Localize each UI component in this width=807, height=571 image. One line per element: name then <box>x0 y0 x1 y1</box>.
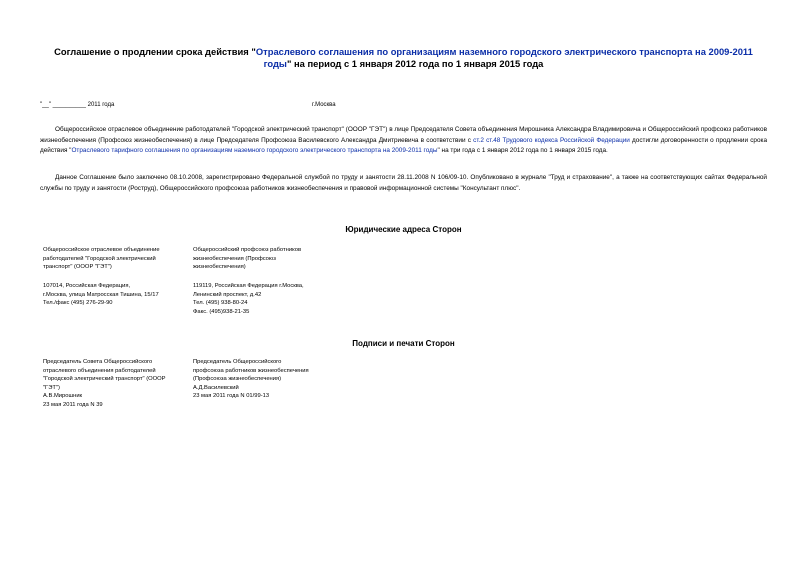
tariff-agreement-link[interactable]: Отраслевого тарифного соглашения по организациям наземного городского электрического транспорта на 2009-2011 годы <box>71 147 438 155</box>
paragraph-parties <box>40 125 767 157</box>
signature-party1: Председатель Совета Общероссийского отраслевого объединения работодателей "Городской электрический транспорт" (ОООР "ГЭТ") А.В.Мирошник 23 мая 2011 года N 39 <box>43 359 166 408</box>
paragraph-text: " на три года с 1 января 2012 года по 1 января 2015 года. <box>437 147 608 155</box>
paragraph-registration: Данное Соглашение было заключено 08.10.2008, зарегистрировано Федеральной службой по труду и занятости 28.11.2008 N 106/09-10. Опубликовано в журнале "Труд и страхование", а также на соответствующих сайтах Федеральной службы по труду и занятости (Роструд), Общероссийского профсоюза работников жизнеобеспечения и правовой информационной системы "Консультант плюс". <box>40 174 767 192</box>
city-label: г.Москва <box>312 102 336 108</box>
paragraph-text: Общероссийское отраслевое объединение работодателей "Городской электрический транспорт" (ОООР "ГЭТ") в лице Председателя Совета объединения Мирошника Александра Владимировича и Общероссийский профсоюз работников жизнеобеспечения (Профсоюз жизнеобеспечения) в лице Председателя Профсоюза Василевского Александра Дмитриевича в соответствии с <box>40 126 767 144</box>
document-title <box>40 46 767 70</box>
party1-name: Общероссийское отраслевое объединение работодателей "Городской электрический транспорт" (ОООР "ГЭТ") <box>43 247 160 271</box>
addresses-heading: Юридические адреса Сторон <box>345 225 462 234</box>
signature-party2: Председатель Общероссийского профсоюза работников жизнеобеспечения (Профсоюза жизнеобеспечения) А.Д.Василевский 23 мая 2011 года N 01/99-13 <box>193 359 309 400</box>
signatures-heading: Подписи и печати Сторон <box>352 339 455 348</box>
party2-name: Общероссийский профсоюз работников жизнеобеспечения (Профсоюз жизнеобеспечения) <box>193 247 302 271</box>
paragraph-text: достигли договоренности о продлении срока действия " <box>40 136 767 155</box>
labor-code-article-2-link[interactable]: ст.2 <box>473 136 484 144</box>
title-prefix: Соглашение о продлении срока действия " <box>54 46 256 57</box>
agreement-title-link[interactable]: Отраслевого соглашения по организациям наземного городского электрического транспорта на 2009-2011 годы <box>255 46 753 69</box>
labor-code-article-48-link[interactable]: ст.48 Трудового кодекса Российской Федерации <box>486 136 630 144</box>
party2-address: 119119, Российская Федерация г.Москва, Ленинский проспект, д.42 Тел. (495) 938-80-24 Факс. (495)938-21-35 <box>193 283 304 315</box>
title-suffix: " на период с 1 января 2012 года по 1 января 2015 года <box>286 58 544 69</box>
party1-address: 107014, Российская Федерация, г.Москва, улица Матросская Тишина, 15/17 Тел./факс (495) 276-29-90 <box>43 283 159 307</box>
date-line: "__" __________ 2011 года <box>40 102 115 108</box>
